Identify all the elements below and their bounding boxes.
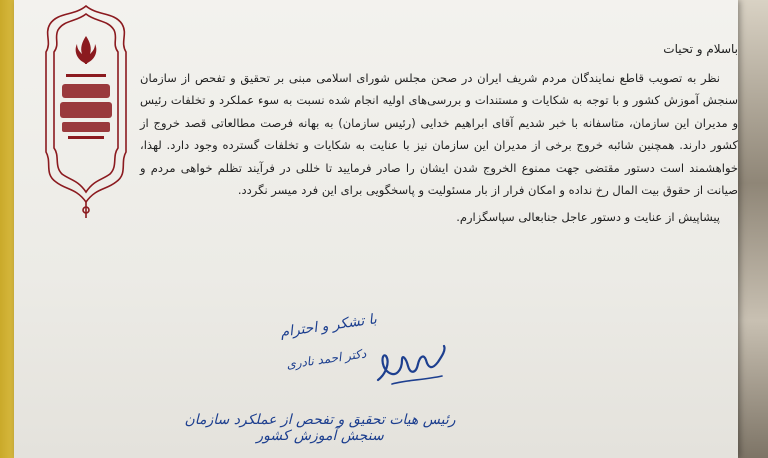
letter-closing: پیشاپیش از عنایت و دستور عاجل جنابعالی سپاسگزارم.	[456, 209, 720, 224]
letter-paragraph: نظر به تصویب قاطع نمایندگان مردم شریف ایران در صحن مجلس شورای اسلامی مبنی بر تحقیق و تفحص از سازمان سنجش آموزش کشور و با توجه به شکایات و مستندات و بررسی‌های اولیه انجام شده نسبت به سوء عملکرد و تخلفات رئیس و مدیران این سازمان، متاسفانه با خبر شدیم آقای ابراهیم خدایی (رئیس سازمان) به بهانه فرصت مطالعاتی قصد خروج از کشور دارند. همچنین شائبه خروج برخی از مدیران این سازمان نیز با عنایت به شکایات و تخلفات گسترده وجود دارد. لهذا، خواهشمند است دستور مقتضی جهت ممنوع الخروج شدن ایشان را صادر فرمایید تا خللی در فرآیند تظلم خواهی مردم و صیانت از حقوق بیت المال رخ نداده و امکان فرار از بار مسئولیت و پاسخگویی برای این فرد میسر نگردد.	[140, 70, 738, 197]
iran-emblem-icon	[76, 36, 97, 64]
signatory-title: رئیس هیات تحقیق و تفحص از عملکرد سازمان سنجش آموزش کشور	[184, 412, 456, 444]
signatory-name: دکتر احمد نادری	[285, 346, 368, 372]
letter-greeting: باسلام و تحیات	[663, 42, 738, 56]
letter-body	[140, 38, 738, 228]
signature-note: با تشکر و احترام	[279, 311, 378, 341]
handwritten-signature	[372, 340, 450, 388]
parliament-emblem-logo	[36, 2, 136, 220]
